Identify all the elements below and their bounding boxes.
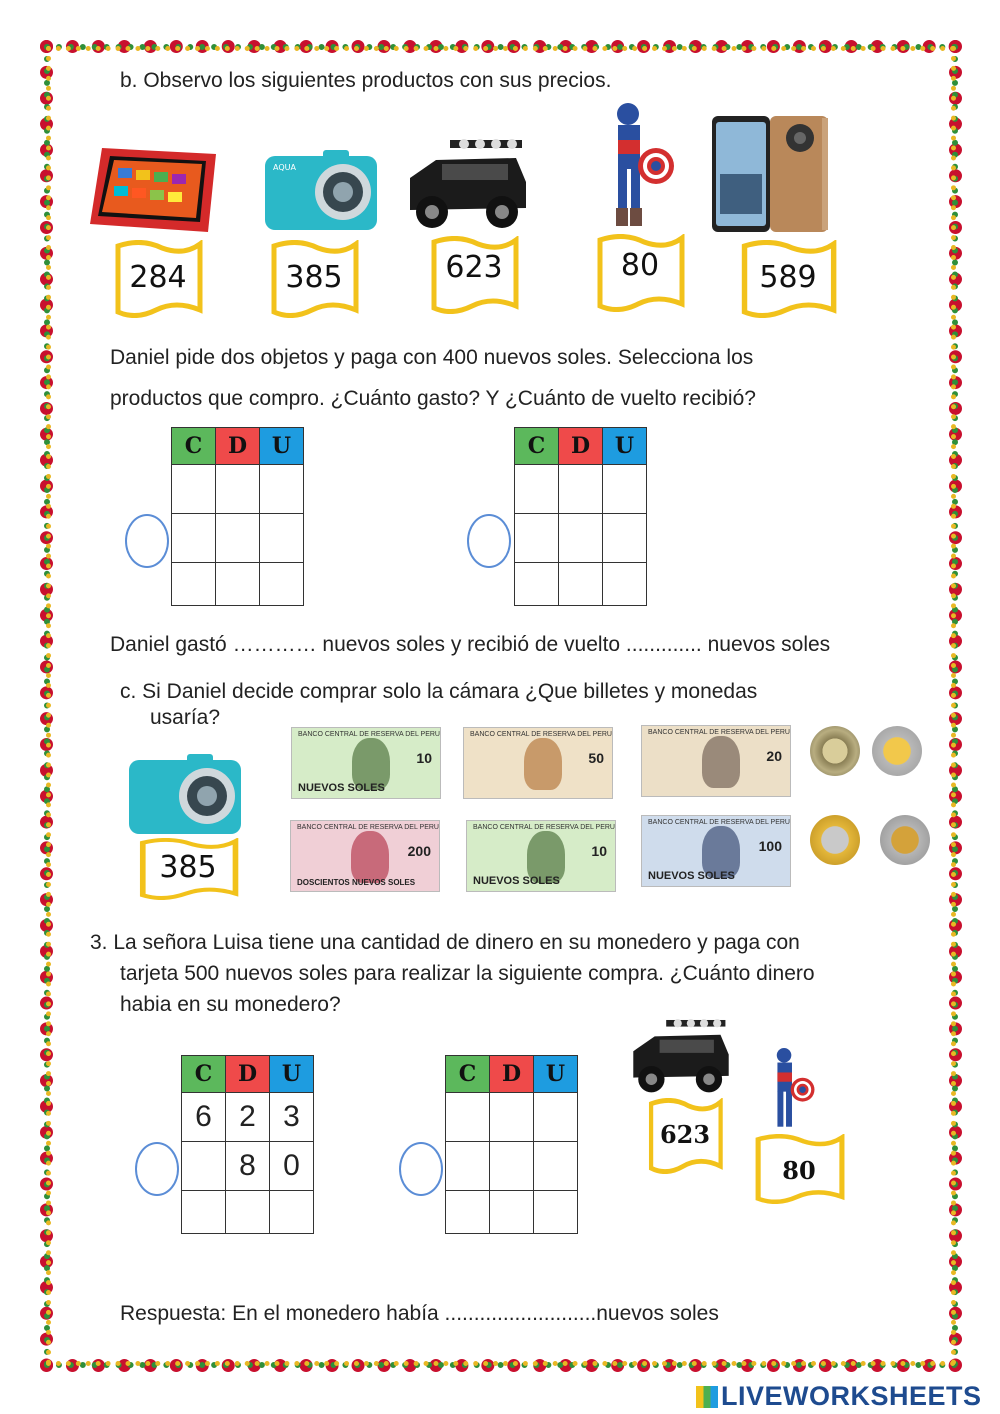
coin-2-soles-2[interactable] (880, 815, 930, 865)
header-d: D (226, 1056, 270, 1093)
price-tag-toy-car-3 (646, 1098, 724, 1174)
cell-value: 8 (226, 1142, 270, 1191)
portrait (351, 831, 389, 883)
price-label: 80 (782, 1156, 816, 1185)
cell-input[interactable] (490, 1191, 534, 1234)
cell-input[interactable] (216, 514, 260, 563)
section-c-line1: c. Si Daniel decide comprar solo la cámara ¿Que billetes y monedas (120, 680, 758, 703)
cdu-table-luisa-2 (445, 1055, 578, 1234)
bank-name: BANCO CENTRAL DE RESERVA DEL PERU (473, 824, 615, 831)
cell-input[interactable] (515, 514, 559, 563)
bank-name: BANCO CENTRAL DE RESERVA DEL PERU (470, 731, 612, 738)
operation-sign-oval[interactable] (125, 514, 169, 568)
cell-input[interactable] (559, 563, 603, 606)
liveworksheets-logo[interactable] (696, 1381, 982, 1412)
header-c: C (182, 1056, 226, 1093)
header-d: D (559, 428, 603, 465)
cell-input[interactable] (603, 465, 647, 514)
header-c: C (446, 1056, 490, 1093)
note-value: 200 (407, 843, 431, 859)
header-u: U (260, 428, 304, 465)
banknote-100-soles[interactable] (641, 815, 791, 887)
banknote-50-soles[interactable] (463, 727, 613, 799)
cell-input[interactable] (603, 563, 647, 606)
price-tag-camera (268, 240, 360, 318)
camera-image (263, 148, 379, 232)
cell-input[interactable] (172, 563, 216, 606)
price-label: 385 (159, 850, 217, 885)
portrait (524, 738, 562, 790)
cell-input[interactable] (182, 1191, 226, 1234)
section-c-line2: usaría? (150, 706, 221, 729)
captain-america-image (598, 100, 676, 230)
cell-value: 6 (182, 1093, 226, 1142)
note-label: NUEVOS SOLES (648, 870, 735, 882)
price-tag-tablet (112, 240, 204, 318)
header-u: U (534, 1056, 578, 1093)
price-label: 80 (620, 248, 660, 283)
price-tag-captain-america-3 (752, 1134, 846, 1204)
logo-text: LIVEWORKSHEETS (721, 1381, 982, 1411)
header-c: C (172, 428, 216, 465)
section-b-title: b. Observo los siguientes productos con sus precios. (120, 69, 612, 92)
price-label: 284 (129, 260, 187, 295)
cell-input[interactable] (534, 1191, 578, 1234)
cell-input[interactable] (260, 465, 304, 514)
banknote-10-soles-2[interactable] (466, 820, 616, 892)
cdu-table-left (171, 427, 304, 606)
cell-input[interactable] (260, 514, 304, 563)
cell-input[interactable] (216, 563, 260, 606)
header-d: D (216, 428, 260, 465)
price-tag-camera-c (136, 838, 240, 900)
header-u: U (603, 428, 647, 465)
cell-input[interactable] (446, 1191, 490, 1234)
bank-name: BANCO CENTRAL DE RESERVA DEL PERU (298, 731, 440, 738)
coin-5-soles-2[interactable] (810, 815, 860, 865)
cell-value: 0 (270, 1142, 314, 1191)
cell-input[interactable] (446, 1142, 490, 1191)
cell-input[interactable] (490, 1093, 534, 1142)
bank-name: BANCO CENTRAL DE RESERVA DEL PERU (648, 819, 790, 826)
section-3-line1: 3. La señora Luisa tiene una cantidad de dinero en su monedero y paga con (90, 931, 800, 954)
cell-input[interactable] (172, 514, 216, 563)
note-value: 20 (766, 748, 782, 764)
price-label: 623 (445, 250, 503, 285)
header-d: D (490, 1056, 534, 1093)
note-value: 50 (588, 750, 604, 766)
bank-name: BANCO CENTRAL DE RESERVA DEL PERU (648, 729, 790, 736)
cdu-table-right (514, 427, 647, 606)
tablet-image (88, 146, 222, 234)
price-tag-smartphone (738, 240, 838, 318)
portrait (702, 736, 740, 788)
toy-car-image (630, 1018, 732, 1096)
cell-input[interactable] (490, 1142, 534, 1191)
coin-5-soles[interactable] (810, 726, 860, 776)
cell-input[interactable] (515, 563, 559, 606)
cell-input[interactable] (534, 1142, 578, 1191)
header-c: C (515, 428, 559, 465)
answer-3: Respuesta: En el monedero había ..........................nuevos soles (120, 1302, 719, 1325)
operation-sign-oval[interactable] (135, 1142, 179, 1196)
question-b-line1: Daniel pide dos objetos y paga con 400 nuevos soles. Selecciona los (110, 346, 754, 369)
banknote-10-soles[interactable] (291, 727, 441, 799)
price-tag-toy-car (428, 236, 520, 314)
camera-image (127, 752, 243, 836)
cell-input[interactable] (226, 1191, 270, 1234)
cdu-table-luisa (181, 1055, 314, 1234)
cell-value: 2 (226, 1093, 270, 1142)
toy-car-image (406, 138, 530, 232)
cell-value (182, 1142, 226, 1191)
note-label: NUEVOS SOLES (298, 782, 385, 794)
cell-value: 3 (270, 1093, 314, 1142)
question-b-line2: productos que compro. ¿Cuánto gasto? Y ¿Cuánto de vuelto recibió? (110, 387, 756, 410)
note-label: DOSCIENTOS NUEVOS SOLES (297, 878, 416, 887)
answer-b: Daniel gastó ………… nuevos soles y recibió de vuelto ............. nuevos soles (110, 633, 831, 656)
banknote-200-soles[interactable] (290, 820, 440, 892)
coin-2-soles[interactable] (872, 726, 922, 776)
cell-input[interactable] (260, 563, 304, 606)
svg-text:AQUA: AQUA (273, 163, 296, 172)
cell-input[interactable] (515, 465, 559, 514)
captain-america-image (760, 1046, 838, 1132)
cell-input[interactable] (534, 1093, 578, 1142)
header-u: U (270, 1056, 314, 1093)
price-label: 589 (759, 260, 817, 295)
section-3-line3: habia en su monedero? (120, 993, 341, 1016)
banknote-20-soles[interactable] (641, 725, 791, 797)
cell-input[interactable] (216, 465, 260, 514)
price-label: 623 (659, 1120, 711, 1149)
cell-input[interactable] (172, 465, 216, 514)
note-label: NUEVOS SOLES (473, 875, 560, 887)
note-value: 10 (591, 843, 607, 859)
smartphone-image (710, 114, 832, 234)
note-value: 10 (416, 750, 432, 766)
operation-sign-oval[interactable] (399, 1142, 443, 1196)
note-value: 100 (758, 838, 782, 854)
cell-input[interactable] (559, 514, 603, 563)
section-3-line2: tarjeta 500 nuevos soles para realizar la siguiente compra. ¿Cuánto dinero (120, 962, 815, 985)
cell-input[interactable] (603, 514, 647, 563)
price-tag-captain-america (594, 234, 686, 312)
price-label: 385 (285, 260, 343, 295)
cell-input[interactable] (446, 1093, 490, 1142)
cell-input[interactable] (559, 465, 603, 514)
bank-name: BANCO CENTRAL DE RESERVA DEL PERU (297, 824, 439, 831)
cell-input[interactable] (270, 1191, 314, 1234)
operation-sign-oval[interactable] (467, 514, 511, 568)
logo-icon (696, 1386, 718, 1408)
